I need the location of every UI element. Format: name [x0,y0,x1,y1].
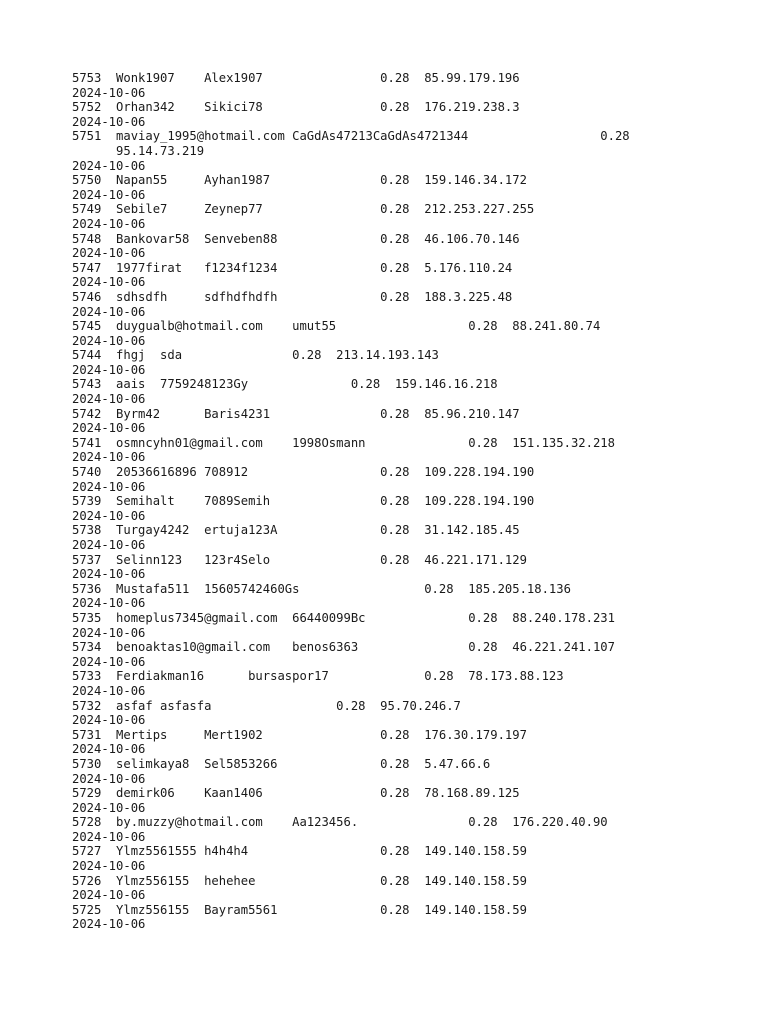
log-entry [72,319,712,348]
entry-line-wrap: 95.14.73.219 [116,143,205,158]
log-entry [72,903,712,932]
entry-line: 5741 osmncyhn01@gmail.com 1998Osmann 0.28 151.135.32.218 [72,435,615,450]
entry-date: 2024-10-06 [72,567,146,582]
entry-line: 5752 Orhan342 Sikici78 0.28 176.219.238.3 [72,100,520,115]
entry-date: 2024-10-06 [72,829,146,844]
log-entry [72,699,712,728]
log-entry [72,261,712,290]
entry-date: 2024-10-06 [72,479,146,494]
entry-date: 2024-10-06 [72,917,146,932]
entry-date: 2024-10-06 [72,304,146,319]
entry-line: 5747 1977firat f1234f1234 0.28 5.176.110.24 [72,260,513,275]
log-entry [72,407,712,436]
entry-line: 5727 Ylmz5561555 h4h4h4 0.28 149.140.158.59 [72,844,527,859]
log-entry [72,232,712,261]
entry-line: 5731 Mertips Mert1902 0.28 176.30.179.197 [72,727,527,742]
log-entry [72,100,712,129]
entry-line: 5732 asfaf asfasfa 0.28 95.70.246.7 [72,698,461,713]
entry-line: 5735 homeplus7345@gmail.com 66440099Bc 0.28 88.240.178.231 [72,610,615,625]
entry-line: 5748 Bankovar58 Senveben88 0.28 46.106.70.146 [72,231,520,246]
entry-date: 2024-10-06 [72,85,146,100]
log-entry [72,640,712,669]
entry-line: 5736 Mustafa511 15605742460Gs 0.28 185.205.18.136 [72,581,571,596]
entry-line: 5737 Selinn123 123r4Selo 0.28 46.221.171.129 [72,552,527,567]
log-entry [72,874,712,903]
entry-line: 5726 Ylmz556155 hehehee 0.28 149.140.158.59 [72,873,527,888]
entry-date: 2024-10-06 [72,362,146,377]
log-entry [72,465,712,494]
entry-line: 5728 by.muzzy@hotmail.com Aa123456. 0.28 176.220.40.90 [72,815,608,830]
entry-line: 5743 aais 7759248123Gy 0.28 159.146.16.218 [72,377,498,392]
entry-date: 2024-10-06 [72,713,146,728]
log-entry [72,669,712,698]
log-entry [72,844,712,873]
entry-line: 5734 benoaktas10@gmail.com benos6363 0.28 46.221.241.107 [72,640,615,655]
log-entry [72,815,712,844]
log-entry [72,611,712,640]
log-entry [72,728,712,757]
entry-date: 2024-10-06 [72,421,146,436]
log-entry [72,129,712,173]
entry-date: 2024-10-06 [72,246,146,261]
entry-line: 5746 sdhsdfh sdfhdfhdfh 0.28 188.3.225.48 [72,289,513,304]
log-entry [72,553,712,582]
entry-date: 2024-10-06 [72,771,146,786]
entry-line: 5749 Sebile7 Zeynep77 0.28 212.253.227.255 [72,202,535,217]
entry-date: 2024-10-06 [72,625,146,640]
entry-date: 2024-10-06 [72,216,146,231]
entry-line: 5740 20536616896 708912 0.28 109.228.194.190 [72,465,535,480]
log-entry [72,202,712,231]
log-entry [72,436,712,465]
entry-line: 5753 Wonk1907 Alex1907 0.28 85.99.179.196 [72,71,520,85]
log-entry [72,757,712,786]
entry-date: 2024-10-06 [72,683,146,698]
entry-date: 2024-10-06 [72,508,146,523]
log-entry [72,290,712,319]
entry-line: 5751 maviay_1995@hotmail.com CaGdAs47213CaGdAs4721344 0.28 [72,129,630,144]
entry-date: 2024-10-06 [72,888,146,903]
log-entry [72,582,712,611]
entry-date: 2024-10-06 [72,538,146,552]
entry-date: 2024-10-06 [72,392,146,407]
entry-line: 5750 Napan55 Ayhan1987 0.28 159.146.34.172 [72,173,527,188]
log-entry [72,348,712,377]
entry-line: 5744 fhgj sda 0.28 213.14.193.143 [72,348,439,363]
entry-date: 2024-10-06 [72,114,146,129]
entry-date: 2024-10-06 [72,158,146,173]
entry-line: 5742 Byrm42 Baris4231 0.28 85.96.210.147 [72,406,520,421]
log-entry [72,523,712,552]
entry-line: 5738 Turgay4242 ertuja123A 0.28 31.142.185.45 [72,523,520,538]
log-entry [72,71,712,100]
entry-line: 5730 selimkaya8 Sel5853266 0.28 5.47.66.6 [72,756,491,771]
entry-line: 5725 Ylmz556155 Bayram5561 0.28 149.140.158.59 [72,902,527,917]
entry-date: 2024-10-06 [72,275,146,290]
entry-line: 5745 duygualb@hotmail.com umut55 0.28 88.241.80.74 [72,319,601,334]
log-document [72,71,712,932]
entry-date: 2024-10-06 [72,450,146,465]
entry-date: 2024-10-06 [72,333,146,348]
entry-date: 2024-10-06 [72,596,146,611]
entry-date: 2024-10-06 [72,859,146,874]
entry-date: 2024-10-06 [72,800,146,815]
log-entry [72,494,712,523]
entry-line: 5739 Semihalt 7089Semih 0.28 109.228.194.190 [72,494,535,509]
entry-date: 2024-10-06 [72,742,146,757]
log-entry [72,173,712,202]
entry-line: 5729 demirk06 Kaan1406 0.28 78.168.89.125 [72,786,520,801]
log-entry [72,786,712,815]
entry-line: 5733 Ferdiakman16 bursaspor17 0.28 78.173.88.123 [72,669,564,684]
entry-date: 2024-10-06 [72,654,146,669]
entry-date: 2024-10-06 [72,187,146,202]
log-entry [72,377,712,406]
